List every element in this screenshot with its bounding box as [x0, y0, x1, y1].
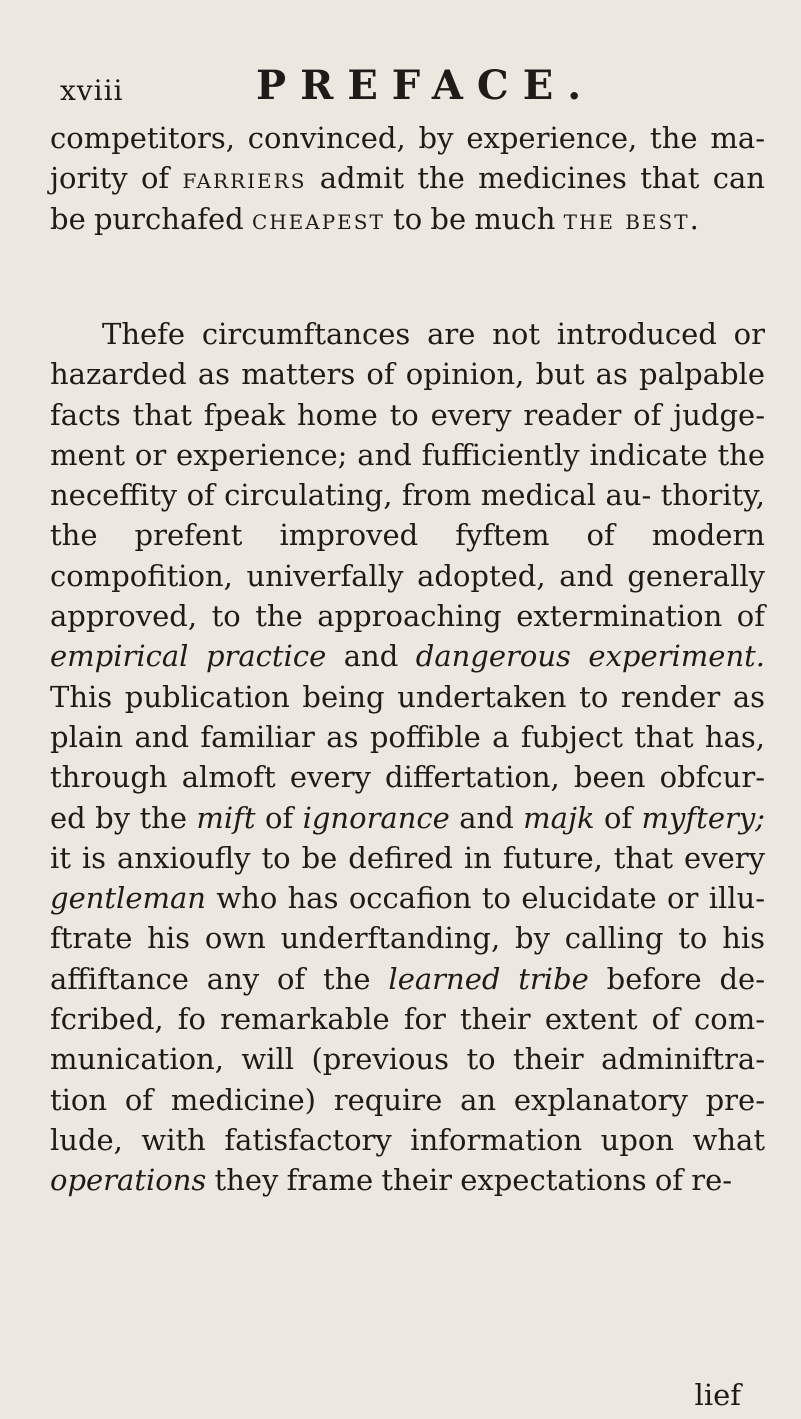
text-run: of	[255, 800, 303, 835]
small-caps-cheapest: cheapest	[251, 201, 385, 236]
text-run: Thefe circumftances are not introduced or hazarded as matters of opinion, but as palpable facts that fpeak home to every reader of judge- ment or experience; and fufficiently indicate the neceffity of circulating, from medical au- thority, the prefent improved fyftem of modern compofition, univerfally adopted, and generally approved, to the approaching extermination of	[50, 317, 765, 634]
page-header	[60, 62, 760, 112]
text-run: and	[326, 639, 416, 674]
paragraph-1	[50, 118, 765, 239]
text-run: of	[594, 800, 642, 835]
italic-phrase: ignorance	[302, 800, 450, 835]
italic-phrase: myftery;	[641, 800, 765, 835]
text-run: admit the medicines that can be purchafed	[50, 161, 765, 236]
page-number: xviii	[60, 74, 124, 107]
italic-phrase: learned tribe	[388, 961, 589, 996]
text-run: to be much	[384, 201, 564, 236]
paragraph-2	[50, 314, 765, 1201]
text-run: This publication being undertaken to render as plain and familiar as poffible a fubject that has, through almoft every differtation, been obfcur- ed by the	[50, 679, 765, 835]
text-run: and	[449, 800, 524, 835]
italic-phrase: dangerous experiment.	[415, 639, 765, 674]
text-run: they frame their expectations of re-	[206, 1163, 733, 1198]
text-run: competitors, convinced, by experience, the ma- jority of	[50, 121, 765, 196]
text-run: who has occafion to elucidate or illu- ftrate his own underftanding, by calling to his affiftance any of the	[50, 881, 765, 996]
running-head: PREFACE.	[256, 62, 596, 109]
italic-phrase: gentleman	[50, 881, 206, 916]
small-caps-the-best: the best.	[563, 201, 701, 236]
catchword: lief	[694, 1378, 741, 1412]
italic-phrase: majk	[523, 800, 595, 835]
italic-phrase: empirical practice	[50, 639, 327, 674]
italic-phrase: operations	[50, 1163, 207, 1198]
text-run: it is anxioufly to be defired in future, that every	[50, 840, 765, 875]
italic-phrase: mift	[196, 800, 256, 835]
text-run: before de- fcribed, fo remarkable for their extent of com- munication, will (previous to their adminiftra- tion of medicine) require an explanatory pre- lude, with fatisfactory information upon what	[50, 961, 765, 1157]
small-caps-farriers: farriers	[182, 161, 307, 196]
